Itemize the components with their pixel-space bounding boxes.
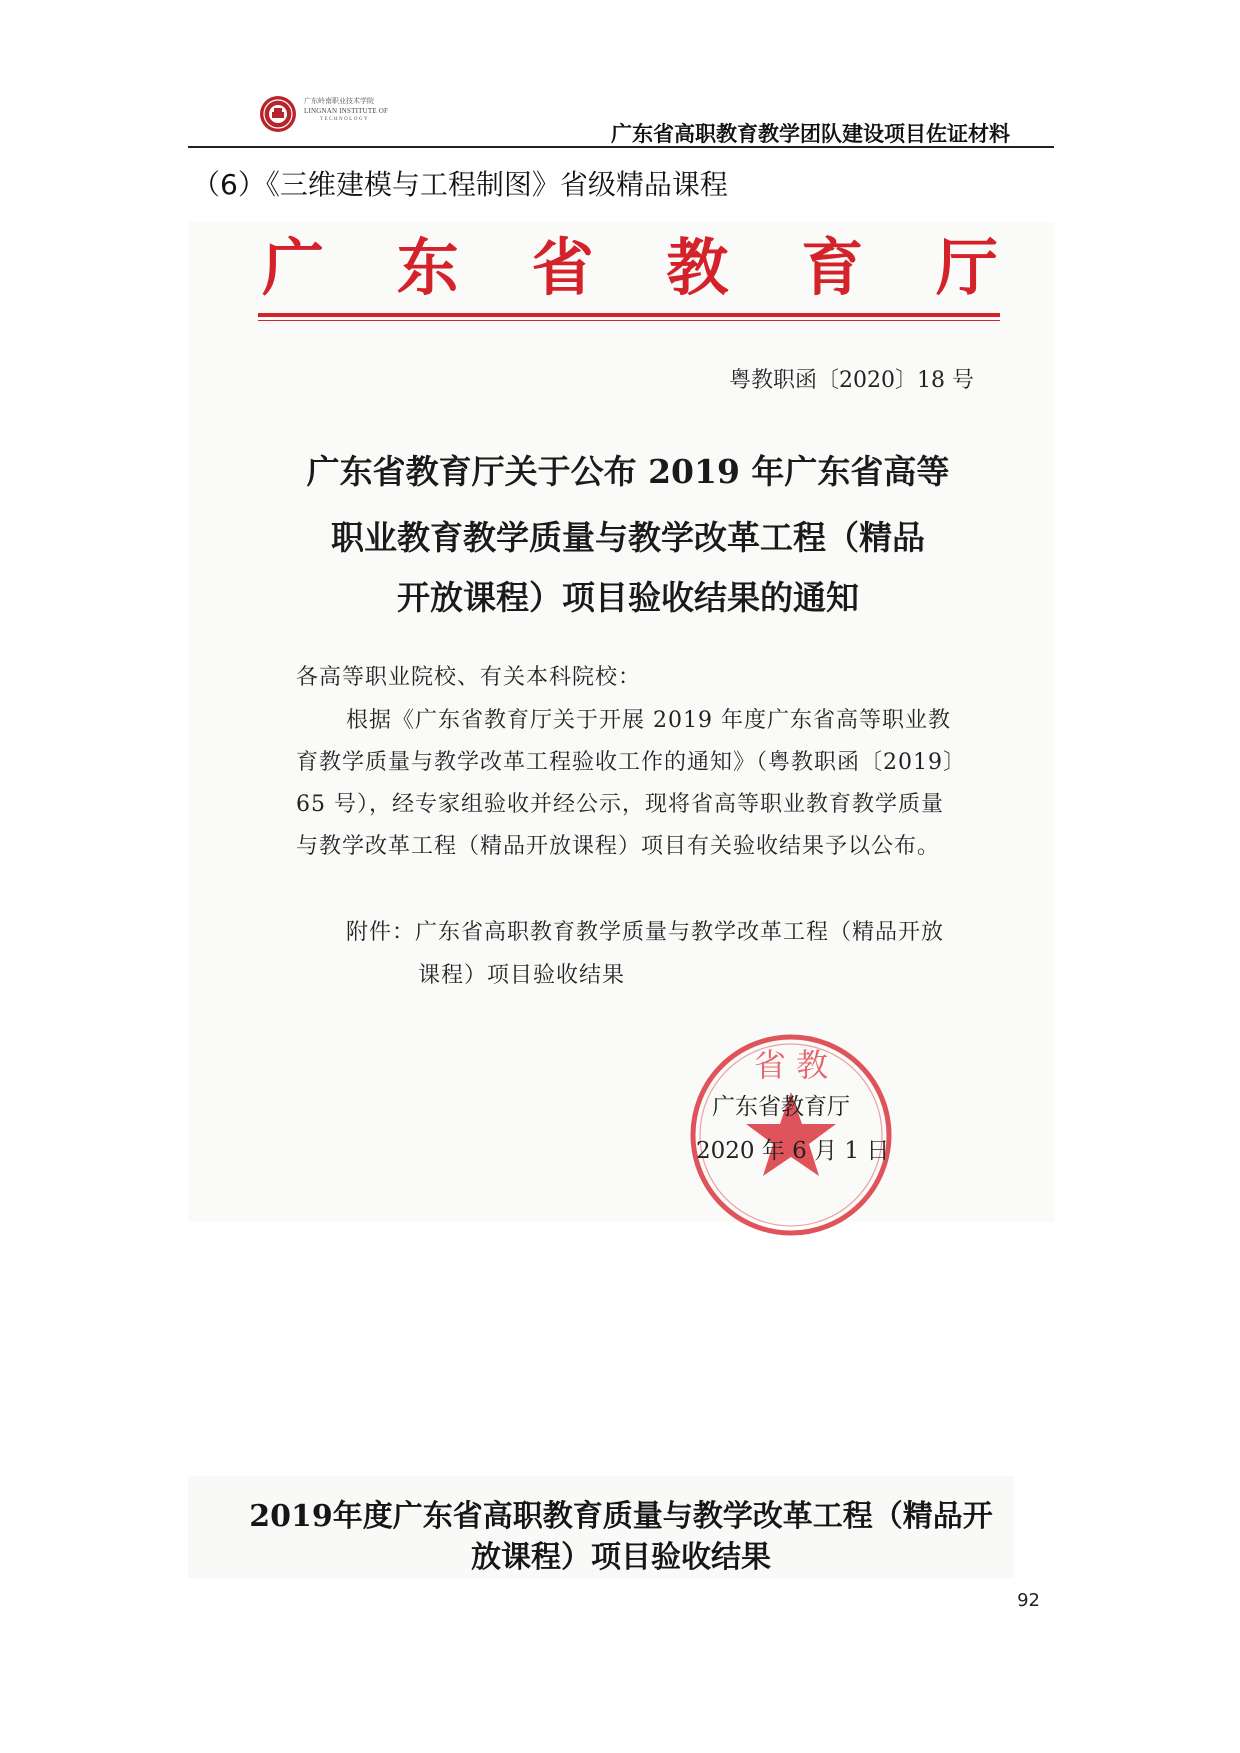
section-title: （6）《三维建模与工程制图》省级精品课程: [192, 168, 728, 201]
notice-title-line: 广东省教育厅关于公布 2019 年广东省高等: [306, 452, 950, 491]
logo-name-en: LINGNAN INSTITUTE OF: [304, 107, 389, 115]
header-divider: [188, 146, 1054, 148]
results-title-line: 2019年度广东省高职教育质量与教学改革工程（精品开: [249, 1499, 993, 1534]
document-number: 粤教职函〔2020〕18 号: [729, 368, 974, 393]
signature-date: 2020 年 6 月 1 日: [696, 1138, 890, 1164]
page-number: 92: [1017, 1590, 1040, 1611]
notice-salutation: 各高等职业院校、有关本科院校：: [296, 665, 642, 690]
letterhead-char: 厅: [935, 231, 998, 304]
seal-text: 省 教: [753, 1046, 829, 1084]
notice-title-line: 开放课程）项目验收结果的通知: [397, 578, 859, 617]
letterhead-rule-thin: [258, 320, 1000, 321]
notice-body-line: 育教学质量与教学改革工程验收工作的通知》（粤教职函〔2019〕: [296, 750, 966, 775]
logo-name-cn: 广东岭南职业技术学院: [304, 97, 374, 105]
notice-title-line: 职业教育教学质量与教学改革工程（精品: [331, 518, 925, 557]
results-title-line: 放课程）项目验收结果: [471, 1540, 771, 1575]
letterhead-rule-thick: [258, 313, 1000, 317]
institution-emblem-icon: [258, 94, 298, 134]
letterhead-char: 省: [531, 231, 594, 304]
institution-logo: [258, 94, 428, 134]
notice-body-line: 与教学改革工程（精品开放课程）项目有关验收结果予以公布。: [296, 834, 941, 859]
page-header-title: 广东省高职教育教学团队建设项目佐证材料: [611, 122, 1010, 146]
logo-name-en-2: TECHNOLOGY: [320, 117, 370, 122]
letterhead-char: 广: [262, 231, 325, 304]
letterhead: [262, 228, 998, 308]
letterhead-char: 育: [801, 231, 864, 304]
notice-body-line: 65 号），经专家组验收并经公示，现将省高等职业教育教学质量: [296, 792, 944, 817]
letterhead-char: 东: [396, 231, 459, 304]
attachment-line: 课程）项目验收结果: [418, 963, 626, 988]
signature-organization: 广东省教育厅: [712, 1094, 850, 1120]
letterhead-char: 教: [666, 231, 729, 304]
attachment-line: 附件：广东省高职教育教学质量与教学改革工程（精品开放: [346, 920, 945, 945]
notice-body-line: 根据《广东省教育厅关于开展 2019 年度广东省高等职业教: [346, 708, 951, 733]
